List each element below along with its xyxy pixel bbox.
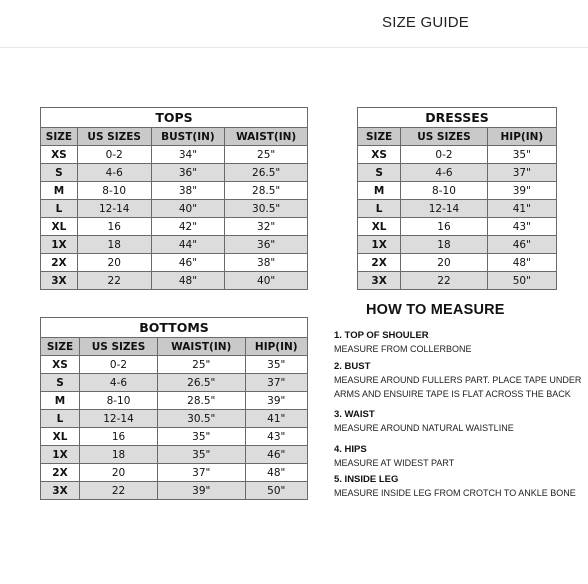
size-cell: L xyxy=(41,410,80,428)
measure-item-hips xyxy=(334,444,588,469)
table-cell: 35" xyxy=(158,428,245,446)
size-cell: 3X xyxy=(358,272,401,290)
table-cell: 8-10 xyxy=(401,182,488,200)
table-row xyxy=(41,254,308,272)
table-row xyxy=(41,164,308,182)
table-cell: 48" xyxy=(151,272,225,290)
table-row xyxy=(358,146,557,164)
table-title: BOTTOMS xyxy=(41,318,308,338)
table-cell: 18 xyxy=(79,446,157,464)
table-cell: 34" xyxy=(151,146,225,164)
table-cell: 16 xyxy=(79,428,157,446)
measure-item-heading: 3. WAIST xyxy=(334,409,375,420)
table-row xyxy=(41,200,308,218)
column-header: HIP(IN) xyxy=(245,338,308,356)
measure-item-waist xyxy=(334,409,588,434)
table-cell: 39" xyxy=(245,392,308,410)
measure-item-shoulder xyxy=(334,330,588,355)
column-header: WAIST(IN) xyxy=(225,128,308,146)
measure-item-bust xyxy=(334,361,588,400)
size-cell: XL xyxy=(41,428,80,446)
table-cell: 42" xyxy=(151,218,225,236)
table-row xyxy=(41,374,308,392)
table-cell: 8-10 xyxy=(79,392,157,410)
table-cell: 41" xyxy=(245,410,308,428)
table-cell: 46" xyxy=(245,446,308,464)
table-title: TOPS xyxy=(41,108,308,128)
table-cell: 30.5" xyxy=(225,200,308,218)
table-cell: 46" xyxy=(151,254,225,272)
size-cell: 1X xyxy=(358,236,401,254)
table-row xyxy=(41,182,308,200)
column-header: SIZE xyxy=(358,128,401,146)
table-cell: 22 xyxy=(79,482,157,500)
table-cell: 22 xyxy=(401,272,488,290)
size-cell: 3X xyxy=(41,272,78,290)
table-row xyxy=(358,164,557,182)
table-cell: 43" xyxy=(245,428,308,446)
table-row xyxy=(358,272,557,290)
measure-item-heading: 4. HIPS xyxy=(334,444,367,455)
table-cell: 12-14 xyxy=(79,410,157,428)
measure-item-heading: 1. TOP OF SHOULER xyxy=(334,330,429,341)
table-cell: 38" xyxy=(225,254,308,272)
table-row xyxy=(41,236,308,254)
page-title: SIZE GUIDE xyxy=(382,14,470,31)
table-cell: 44" xyxy=(151,236,225,254)
size-cell: 1X xyxy=(41,446,80,464)
table-cell: 26.5" xyxy=(158,374,245,392)
table-cell: 43" xyxy=(487,218,556,236)
table-cell: 4-6 xyxy=(401,164,488,182)
table-cell: 35" xyxy=(158,446,245,464)
table-row xyxy=(41,446,308,464)
size-cell: XL xyxy=(41,218,78,236)
measure-item-desc: ARMS AND ENSUIRE TAPE IS FLAT ACROSS THE BACK xyxy=(334,389,571,399)
measure-item-heading: 5. INSIDE LEG xyxy=(334,474,399,485)
table-row xyxy=(41,410,308,428)
column-header: US SIZES xyxy=(77,128,151,146)
size-cell: 2X xyxy=(41,464,80,482)
measure-item-desc: MEASURE AT WIDEST PART xyxy=(334,458,455,468)
column-header: US SIZES xyxy=(401,128,488,146)
table-row xyxy=(41,356,308,374)
table-row xyxy=(41,464,308,482)
table-cell: 4-6 xyxy=(77,164,151,182)
table-cell: 50" xyxy=(487,272,556,290)
table-cell: 12-14 xyxy=(401,200,488,218)
table-cell: 20 xyxy=(79,464,157,482)
table-cell: 50" xyxy=(245,482,308,500)
bottoms-size-table xyxy=(40,317,308,500)
table-cell: 37" xyxy=(158,464,245,482)
size-cell: S xyxy=(41,374,80,392)
table-row xyxy=(41,428,308,446)
size-cell: M xyxy=(358,182,401,200)
table-cell: 35" xyxy=(245,356,308,374)
table-cell: 8-10 xyxy=(77,182,151,200)
table-cell: 40" xyxy=(225,272,308,290)
column-header: HIP(IN) xyxy=(487,128,556,146)
size-cell: XS xyxy=(41,146,78,164)
table-cell: 20 xyxy=(401,254,488,272)
table-cell: 37" xyxy=(487,164,556,182)
table-cell: 20 xyxy=(77,254,151,272)
column-header: SIZE xyxy=(41,128,78,146)
measure-item-desc: MEASURE AROUND NATURAL WAISTLINE xyxy=(334,423,514,433)
table-cell: 22 xyxy=(77,272,151,290)
how-to-measure-title: HOW TO MEASURE xyxy=(366,302,505,318)
table-row xyxy=(41,392,308,410)
table-row xyxy=(358,254,557,272)
table-cell: 41" xyxy=(487,200,556,218)
tops-size-table xyxy=(40,107,308,290)
size-cell: M xyxy=(41,182,78,200)
table-row xyxy=(41,218,308,236)
table-cell: 18 xyxy=(401,236,488,254)
table-row xyxy=(41,482,308,500)
table-cell: 38" xyxy=(151,182,225,200)
table-cell: 36" xyxy=(225,236,308,254)
table-row xyxy=(358,218,557,236)
measure-item-inside-leg xyxy=(334,474,588,499)
table-cell: 25" xyxy=(225,146,308,164)
table-cell: 28.5" xyxy=(158,392,245,410)
table-title: DRESSES xyxy=(358,108,557,128)
table-cell: 0-2 xyxy=(79,356,157,374)
table-cell: 16 xyxy=(401,218,488,236)
table-cell: 36" xyxy=(151,164,225,182)
table-cell: 16 xyxy=(77,218,151,236)
measure-item-heading: 2. BUST xyxy=(334,361,371,372)
size-cell: XS xyxy=(41,356,80,374)
table-row xyxy=(41,146,308,164)
table-row xyxy=(358,200,557,218)
table-cell: 48" xyxy=(487,254,556,272)
column-header: US SIZES xyxy=(79,338,157,356)
measure-item-desc: MEASURE FROM COLLERBONE xyxy=(334,344,472,354)
column-header: SIZE xyxy=(41,338,80,356)
table-row xyxy=(358,236,557,254)
table-cell: 40" xyxy=(151,200,225,218)
column-header: BUST(IN) xyxy=(151,128,225,146)
size-cell: 3X xyxy=(41,482,80,500)
dresses-size-table xyxy=(357,107,557,290)
size-guide-image xyxy=(0,48,588,584)
table-cell: 35" xyxy=(487,146,556,164)
size-cell: 2X xyxy=(41,254,78,272)
table-cell: 39" xyxy=(158,482,245,500)
table-row xyxy=(41,272,308,290)
page-header xyxy=(0,0,588,48)
size-cell: XS xyxy=(358,146,401,164)
size-cell: M xyxy=(41,392,80,410)
table-cell: 39" xyxy=(487,182,556,200)
size-cell: L xyxy=(358,200,401,218)
column-header: WAIST(IN) xyxy=(158,338,245,356)
table-cell: 4-6 xyxy=(79,374,157,392)
table-cell: 28.5" xyxy=(225,182,308,200)
size-cell: 2X xyxy=(358,254,401,272)
table-cell: 48" xyxy=(245,464,308,482)
table-row xyxy=(358,182,557,200)
table-cell: 0-2 xyxy=(77,146,151,164)
table-cell: 0-2 xyxy=(401,146,488,164)
table-cell: 46" xyxy=(487,236,556,254)
table-cell: 12-14 xyxy=(77,200,151,218)
size-cell: 1X xyxy=(41,236,78,254)
size-cell: L xyxy=(41,200,78,218)
table-cell: 30.5" xyxy=(158,410,245,428)
table-cell: 18 xyxy=(77,236,151,254)
measure-item-desc: MEASURE AROUND FULLERS PART. PLACE TAPE UNDER xyxy=(334,375,582,385)
measure-item-desc: MEASURE INSIDE LEG FROM CROTCH TO ANKLE BONE xyxy=(334,488,576,498)
table-cell: 32" xyxy=(225,218,308,236)
table-cell: 26.5" xyxy=(225,164,308,182)
table-cell: 25" xyxy=(158,356,245,374)
size-cell: S xyxy=(358,164,401,182)
size-cell: XL xyxy=(358,218,401,236)
table-cell: 37" xyxy=(245,374,308,392)
size-cell: S xyxy=(41,164,78,182)
